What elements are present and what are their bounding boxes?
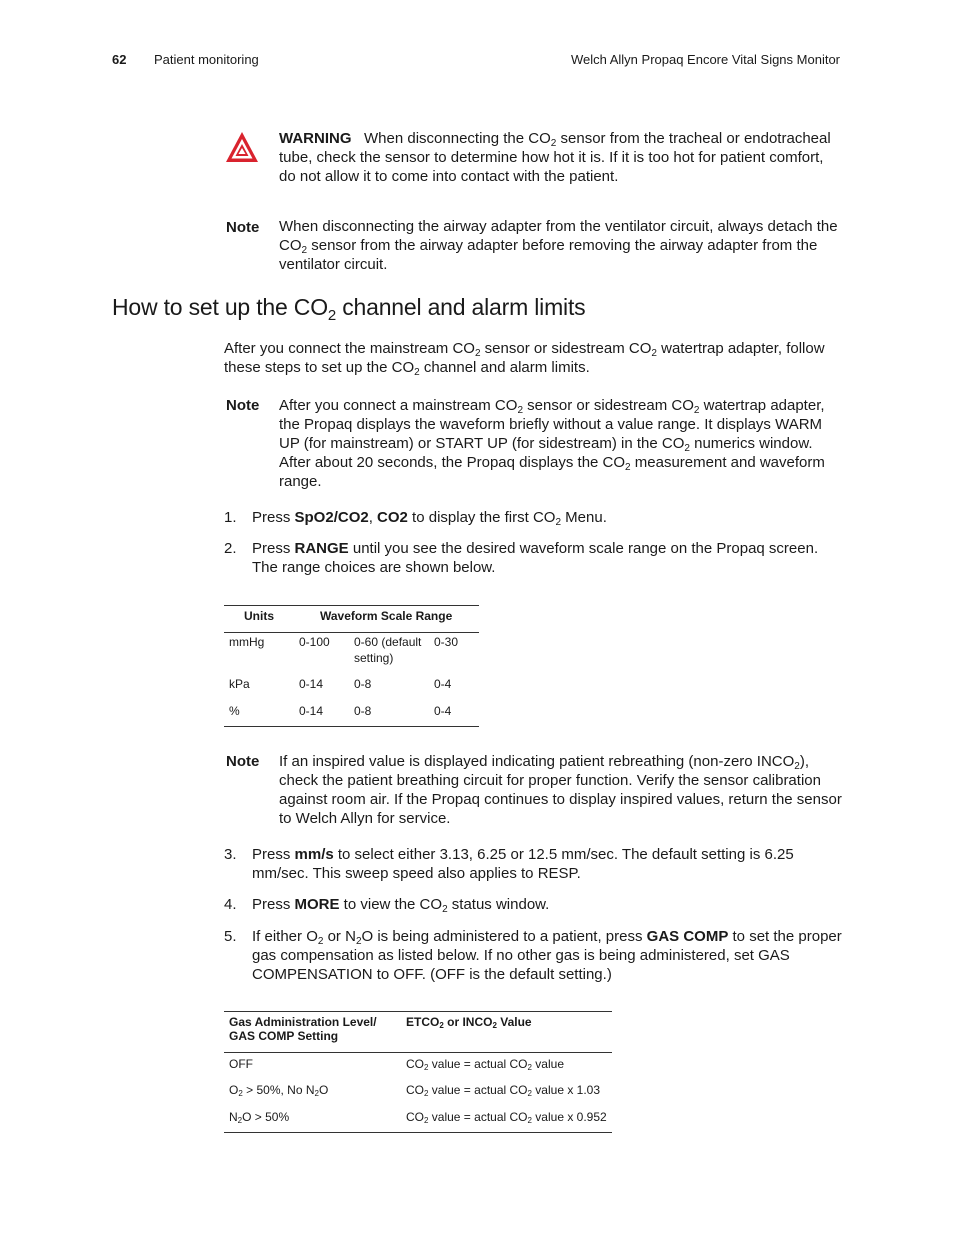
table-cell: setting) — [354, 651, 394, 665]
table-cell: $O_2 > 50\%$, No $N_2O$ — [229, 1083, 329, 1098]
table-cell: $CO_2$ value = actual $CO_2$ value x 0.952 — [406, 1110, 607, 1125]
table-header: Units — [244, 609, 274, 623]
table-header: Gas Administration Level/ GAS COMP Setting — [229, 1015, 377, 1043]
gas-comp-table — [224, 1011, 612, 1136]
table-cell: 0-4 — [434, 677, 452, 691]
note-text: When disconnecting the airway adapter from the ventilator circuit, always detach the $CO_2$ sensor from the airway adapter before removing the airway adapter from the ventilator circuit. — [279, 218, 838, 273]
step-text: Press mm/s to select either 3.13, 6.25 or 12.5 mm/sec. The default setting is 6.25 mm/sec. This sweep speed also applies to RESP. — [252, 846, 794, 882]
step-text: If either $O_2$ or $N_2O$ is being administered to a patient, press GAS COMP to set the proper gas compensation as listed below. If no other gas is being administered, set GAS COMPENSATION to OFF. (OFF is the default setting.) — [252, 928, 842, 983]
table-cell: $CO_2$ value = actual $CO_2$ value x 1.03 — [406, 1083, 601, 1098]
note-label: Note — [226, 753, 260, 770]
table-cell: 0-14 — [299, 704, 324, 718]
step-number: 1. — [224, 509, 237, 526]
table-cell: 0-100 — [299, 635, 330, 649]
step-number: 4. — [224, 896, 237, 913]
step-number: 3. — [224, 846, 237, 863]
table-cell: 0-8 — [354, 704, 372, 718]
warning-triangle-icon — [224, 130, 260, 164]
section-heading: How to set up the $CO_2$ channel and alarm limits — [112, 294, 586, 324]
step-text: Press MORE to view the $CO_2$ status window. — [252, 896, 550, 915]
table-cell: kPa — [229, 677, 250, 691]
section-name: Patient monitoring — [154, 52, 259, 67]
range-table — [224, 605, 479, 730]
table-cell: 0-14 — [299, 677, 324, 691]
page-number: 62 — [112, 52, 127, 67]
table-cell: 0-8 — [354, 677, 372, 691]
note-label: Note — [226, 219, 260, 236]
table-cell: % — [229, 704, 240, 718]
warning-text: WARNING When disconnecting the $CO_2$ sensor from the tracheal or endotracheal tube, check the sensor to determine how hot it is. If it is too hot for patient comfort, do not allow it to come into contact with the patient. — [279, 130, 831, 185]
table-cell: $CO_2$ value = actual $CO_2$ value — [406, 1057, 564, 1072]
table-cell: OFF — [229, 1057, 253, 1071]
table-cell: 0-30 — [434, 635, 459, 649]
table-header: Waveform Scale Range — [320, 609, 453, 623]
step-text: Press SpO2/CO2, CO2 to display the first $CO_2$ Menu. — [252, 509, 607, 528]
table-cell: mmHg — [229, 635, 265, 649]
warning-label: WARNING — [279, 130, 352, 147]
step-text: Press RANGE until you see the desired waveform scale range on the Propaq screen. The range choices are shown below. — [252, 540, 819, 576]
table-cell: $N_2O > 50\%$ — [229, 1110, 290, 1125]
table-header: $ETCO_2$ or $INCO_2$ Value — [406, 1015, 532, 1030]
table-cell: 0-4 — [434, 704, 452, 718]
note-label: Note — [226, 397, 260, 414]
intro-paragraph: After you connect the mainstream $CO_2$ sensor or sidestream $CO_2$ watertrap adapter, follow these steps to set up the $CO_2$ channel and alarm limits. — [224, 340, 825, 378]
note-text: If an inspired value is displayed indicating patient rebreathing (non-zero $INCO_2$), check the patient breathing circuit for proper function. Verify the sensor calibration against room air. If the Propaq continues to display inspired values, return the sensor to Welch Allyn for service. — [279, 753, 842, 827]
table-cell: 0-60 (default — [354, 635, 422, 649]
note-text: After you connect a mainstream $CO_2$ sensor or sidestream $CO_2$ watertrap adapter, the Propaq displays the waveform briefly without a value range. It displays WARM UP (for mainstream) or START UP (for sidestream) in the $CO_2$ numerics window. After about 20 seconds, the Propaq displays the $CO_2$ measurement and waveform range. — [279, 397, 825, 490]
step-number: 5. — [224, 928, 237, 945]
step-number: 2. — [224, 540, 237, 557]
document-title: Welch Allyn Propaq Encore Vital Signs Monitor — [570, 52, 840, 67]
